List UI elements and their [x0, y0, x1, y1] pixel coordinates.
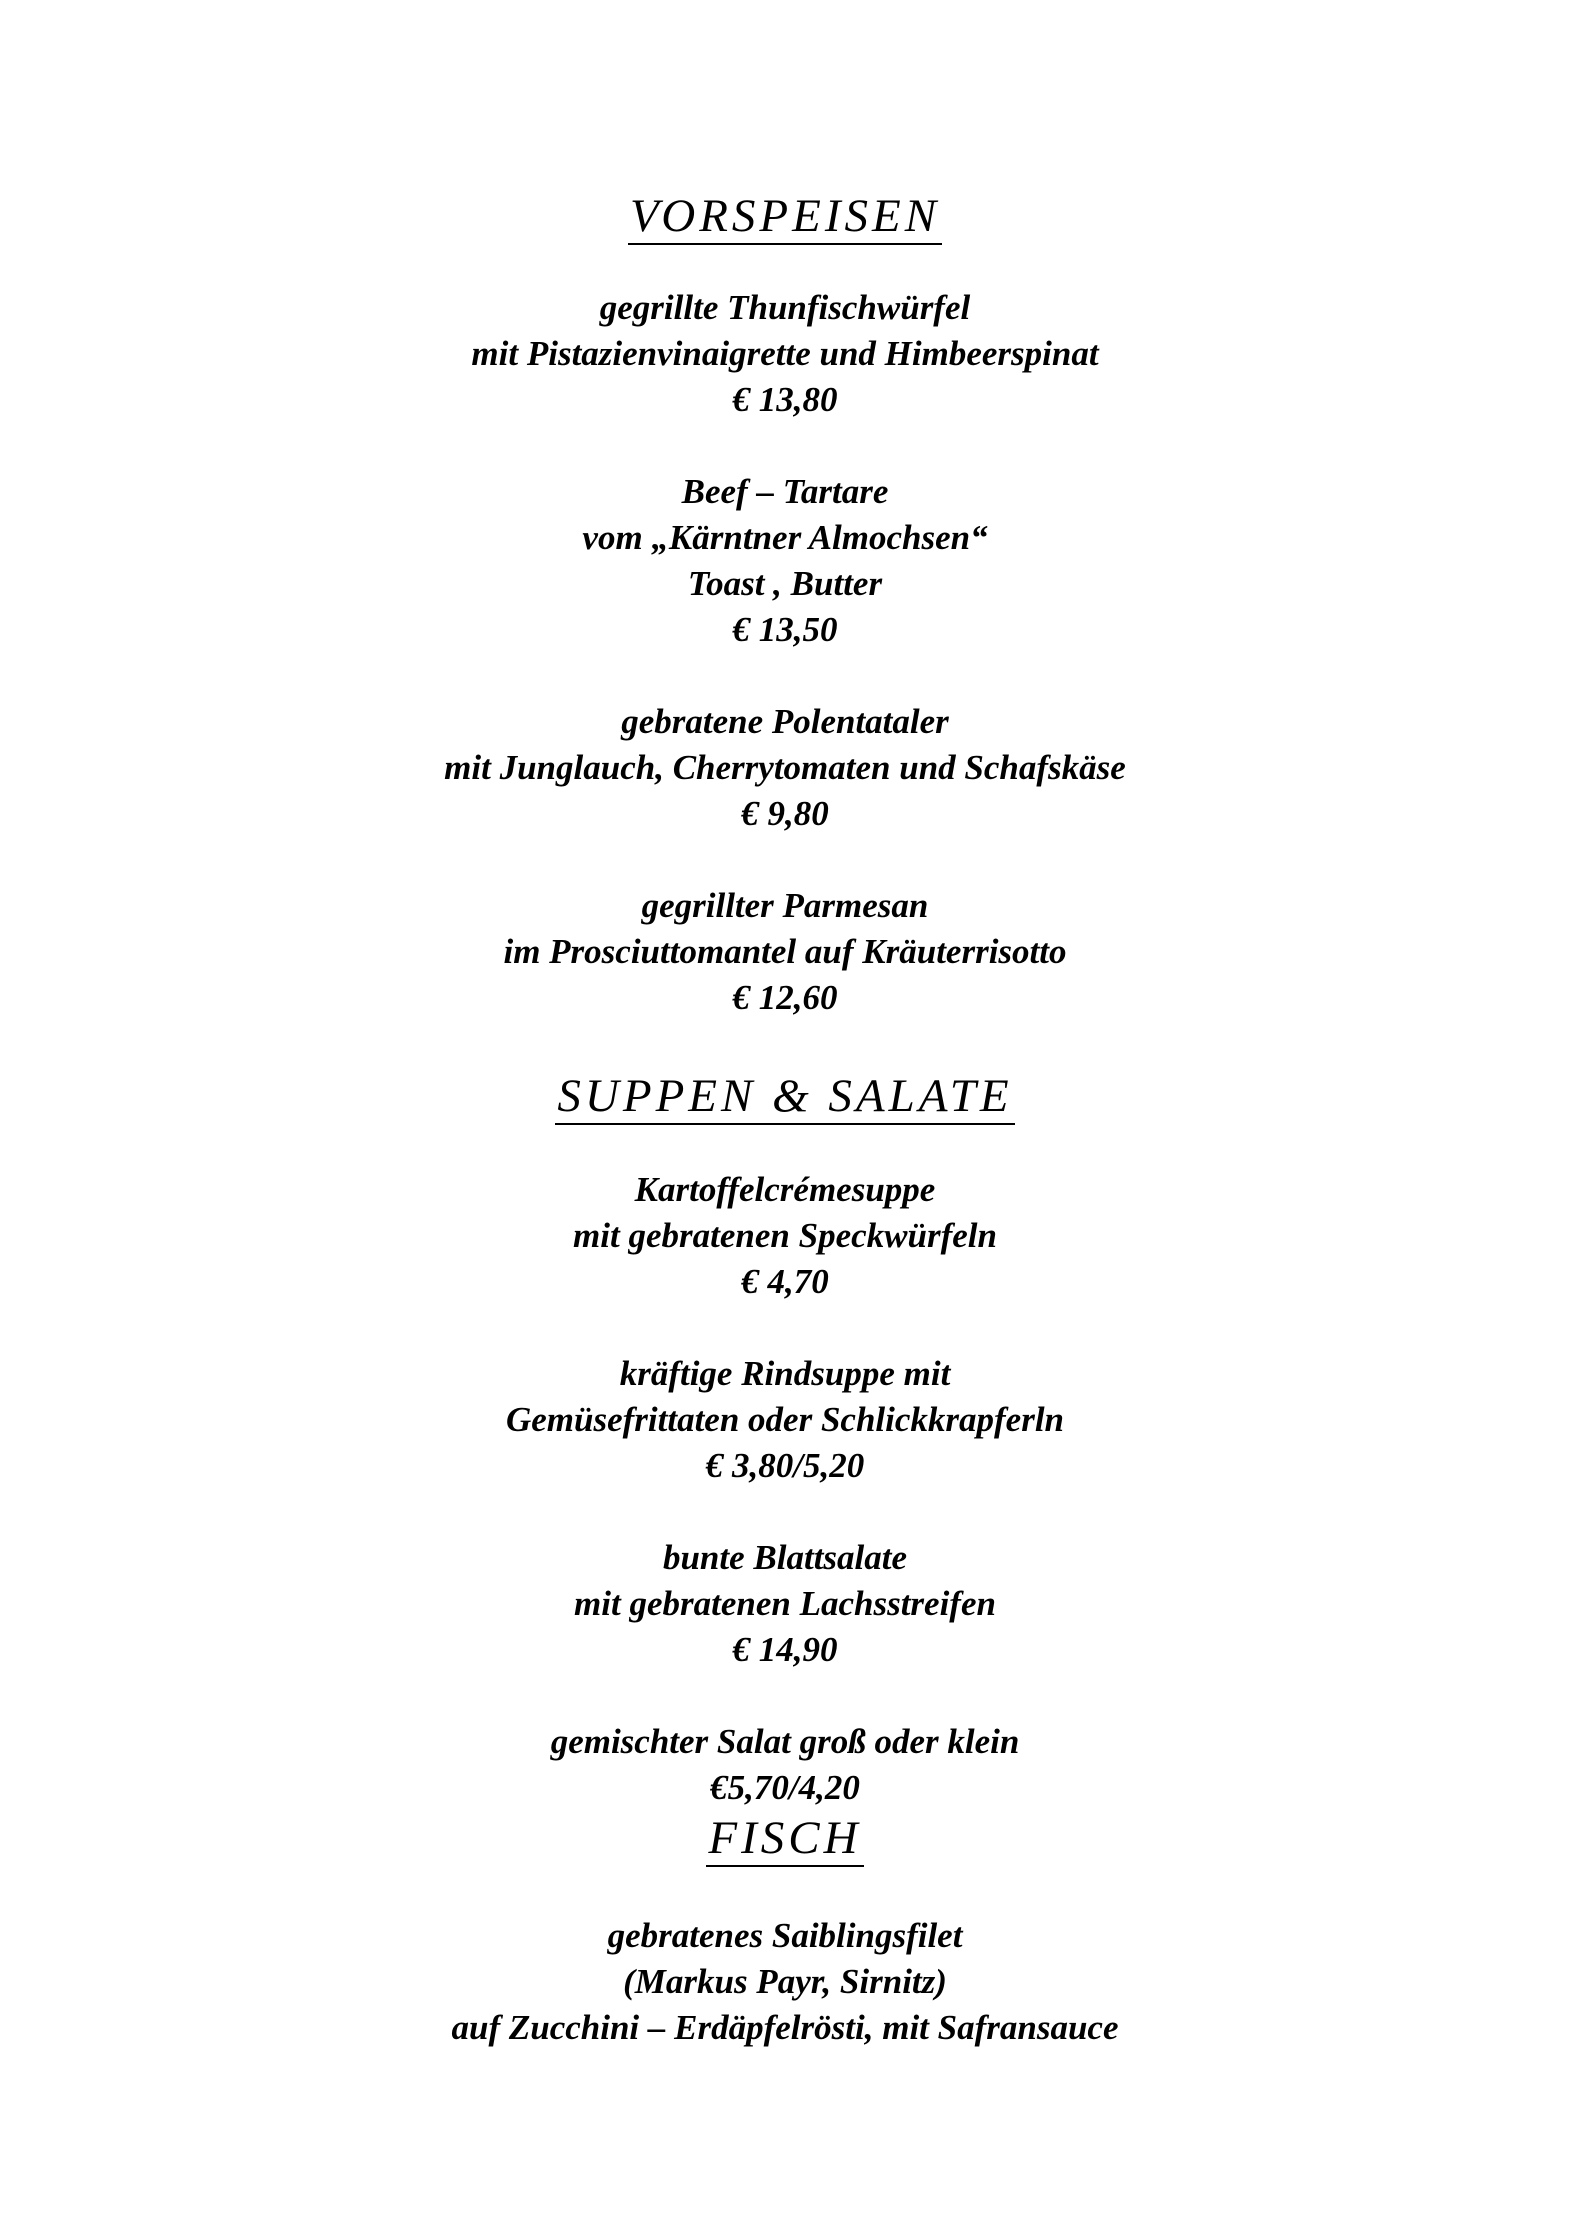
dish-description: (Markus Payr, Sirnitz) — [623, 1962, 947, 2001]
dish-name: Kartoffelcrémesuppe — [634, 1170, 936, 1209]
dish-name: Beef – Tartare — [681, 472, 889, 511]
dish-description: mit Junglauch, Cherrytomaten und Schafskäse — [444, 748, 1126, 787]
dish-description: mit gebratenen Speckwürfeln — [573, 1216, 997, 1255]
dish-name: gebratene Polentataler — [621, 702, 949, 741]
dish-name: gegrillte Thunfischwürfel — [599, 288, 971, 327]
dish-name: gemischter Salat groß oder klein — [550, 1722, 1020, 1761]
dish-description: Gemüsefrittaten oder Schlickkrapferln — [505, 1400, 1065, 1439]
dish-name: gebratenes Saiblingsfilet — [607, 1916, 963, 1955]
dish-name: kräftige Rindsuppe mit — [619, 1354, 951, 1393]
dish-description: auf Zucchini – Erdäpfelrösti, mit Safransauce — [451, 2008, 1119, 2047]
dish-price: € 12,60 — [732, 978, 838, 1017]
section-heading-vorspeisen: VORSPEISEN — [0, 186, 1570, 246]
dish-price: € 3,80/5,20 — [705, 1446, 865, 1485]
dish-price: € 13,50 — [732, 610, 838, 649]
dish-description: im Prosciuttomantel auf Kräuterrisotto — [503, 932, 1067, 971]
dish-name: bunte Blattsalate — [662, 1538, 908, 1577]
dish-price: € 9,80 — [741, 794, 829, 833]
dish-description: Toast , Butter — [687, 564, 883, 603]
dish-price: € 14,90 — [732, 1630, 838, 1669]
section-heading-fisch: FISCH — [0, 1808, 1570, 1868]
dish-price: €5,70/4,20 — [710, 1768, 860, 1807]
dish-name: gegrillter Parmesan — [641, 886, 929, 925]
dish-description: mit Pistazienvinaigrette und Himbeerspinat — [471, 334, 1099, 373]
dish-price: € 13,80 — [732, 380, 838, 419]
dish-description: vom „Kärntner Almochsen“ — [582, 518, 988, 557]
section-heading-suppen-salate: SUPPEN & SALATE — [0, 1066, 1570, 1126]
dish-price: € 4,70 — [741, 1262, 829, 1301]
dish-description: mit gebratenen Lachsstreifen — [574, 1584, 996, 1623]
